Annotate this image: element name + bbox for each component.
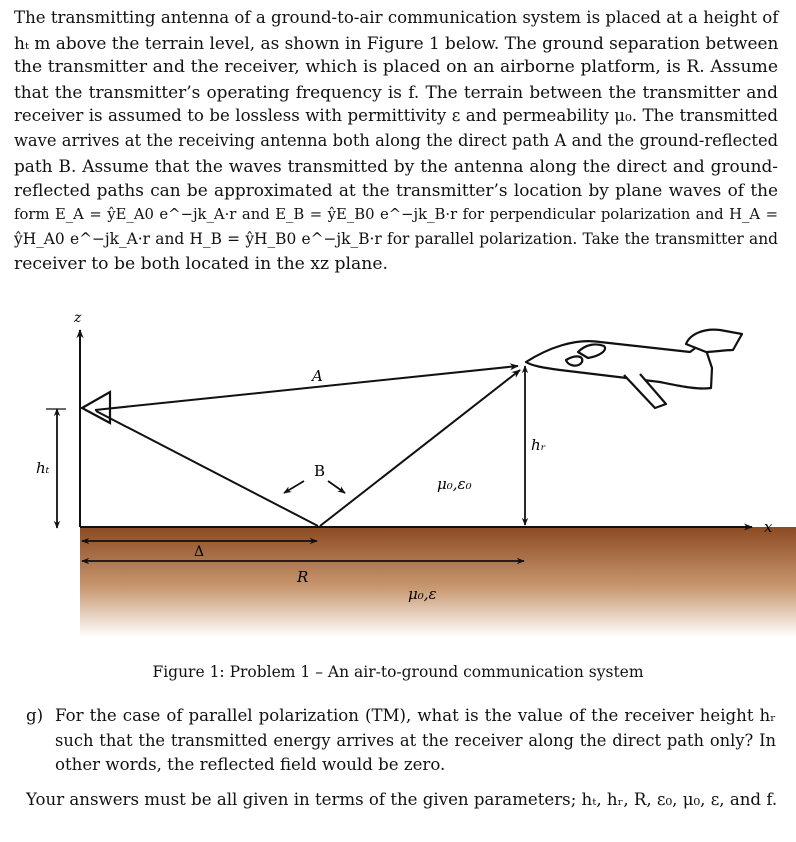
question-label: g) — [26, 706, 44, 725]
z-axis-label: z — [74, 310, 82, 326]
path-b-arrow-left — [284, 481, 304, 493]
ht-label: hₜ — [36, 459, 50, 477]
problem-line: the transmitter and the receiver, which is placed on an airborne platform, is R. Assume — [14, 57, 778, 78]
airplane-icon — [526, 330, 742, 408]
direct-path-a — [95, 366, 518, 410]
answer-instructions: Your answers must be all given in terms of the given parameters; hₜ, hᵣ, R, ε₀, μ₀, ε, and f. — [26, 790, 778, 809]
path-a-label: A — [312, 367, 323, 385]
reflected-path-incident — [96, 411, 318, 526]
problem-line: wave arrives at the receiving antenna both along the direct path A and the ground-reflected — [14, 130, 778, 150]
question-line: For the case of parallel polarization (TM), what is the value of the receiver height hᵣ — [55, 706, 776, 725]
r-label: R — [297, 568, 309, 586]
question-text — [55, 704, 776, 778]
figure-1 — [0, 290, 796, 650]
question-line: other words, the reflected field would be zero. — [55, 755, 446, 775]
hr-label: hᵣ — [531, 436, 546, 454]
air-medium-label: μ₀,ε₀ — [437, 475, 472, 493]
ground-medium-label: μ₀,ε — [408, 585, 437, 603]
question-line: such that the transmitted energy arrives at the receiver along the direct path only? In — [55, 730, 776, 750]
figure-diagram — [0, 290, 796, 650]
figure-caption: Figure 1: Problem 1 – An air-to-ground communication system — [152, 663, 644, 681]
problem-line: hₜ m above the terrain level, as shown in Figure 1 below. The ground separation between — [14, 32, 779, 53]
delta-label: Δ — [194, 544, 205, 560]
problem-line: ŷH_A0 e^−jk_A·r and H_B = ŷH_B0 e^−jk_B·r for parallel polarization. Take the transmitter and — [14, 230, 778, 249]
question-g — [26, 704, 776, 778]
problem-line: receiver is assumed to be lossless with permittivity ε and permeability μ₀. The transmitted — [14, 106, 778, 126]
problem-statement — [14, 6, 778, 277]
x-axis-label: x — [764, 518, 773, 536]
ground-region — [80, 527, 796, 637]
problem-line: reflected paths can be approximated at the transmitter’s location by plane waves of the — [14, 180, 778, 201]
path-b-label: B — [314, 462, 326, 480]
problem-line: path B. Assume that the waves transmitted by the antenna along the direct and ground- — [14, 155, 778, 176]
problem-line: that the transmitter’s operating frequency is f. The terrain between the transmitter and — [14, 81, 778, 102]
problem-line: The transmitting antenna of a ground-to-air communication system is placed at a height of — [14, 8, 779, 27]
path-b-arrow-right — [328, 481, 345, 493]
problem-line: receiver to be both located in the xz plane. — [14, 253, 388, 274]
reflected-path-outgoing — [320, 370, 520, 526]
problem-line: form E_A = ŷE_A0 e^−jk_A·r and E_B = ŷE_B0 e^−jk_B·r for perpendicular polarization and H_A = — [14, 205, 778, 223]
transmit-antenna — [82, 392, 110, 423]
